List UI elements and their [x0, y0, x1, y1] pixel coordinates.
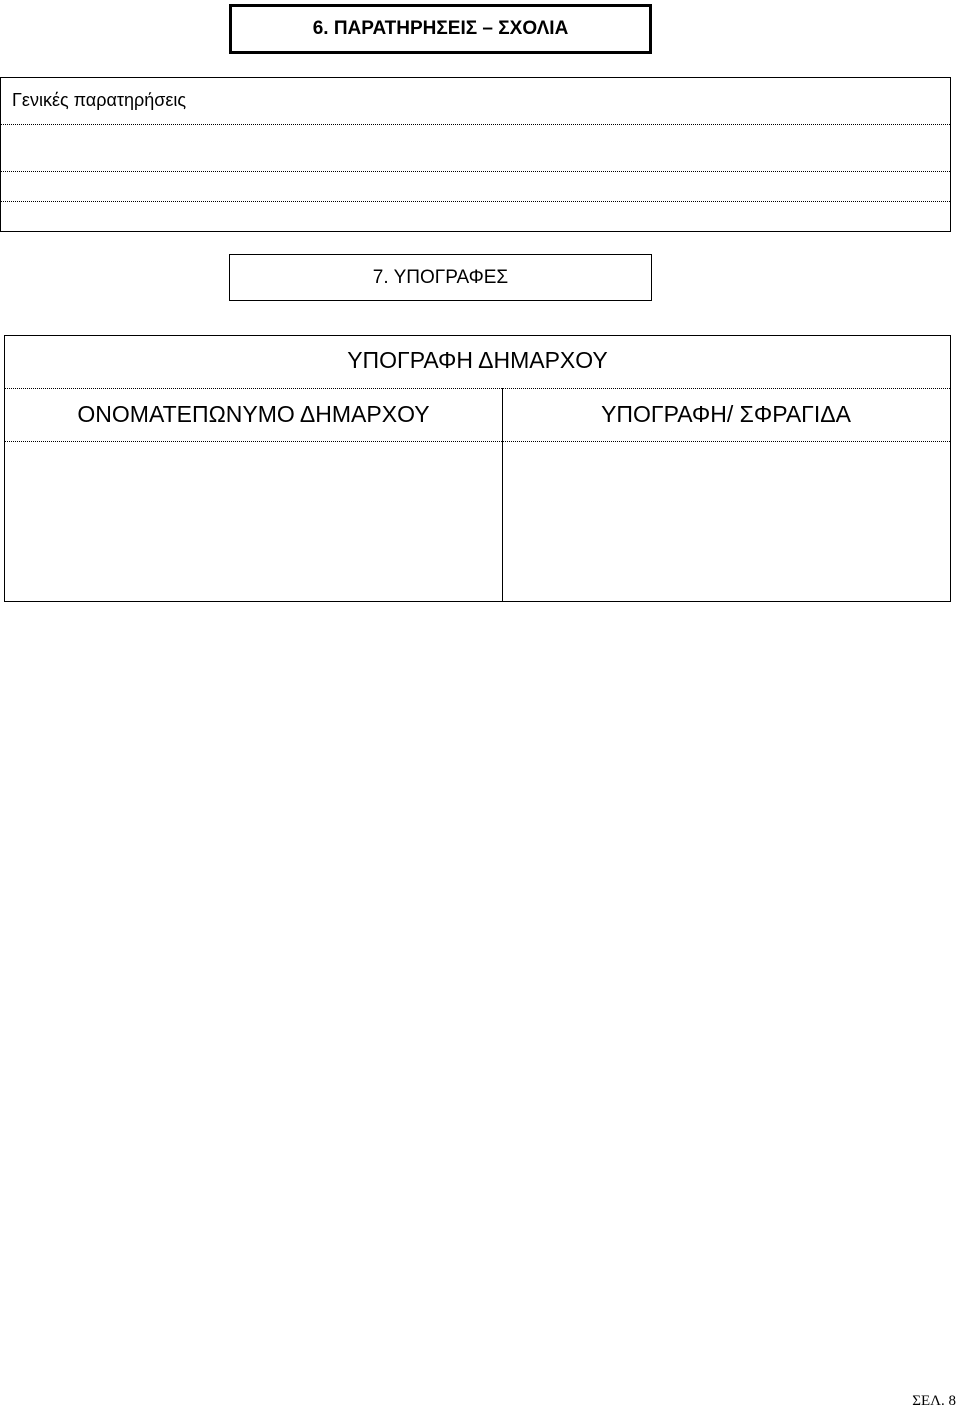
section-6-heading-text: 6. ΠΑΡΑΤΗΡΗΣΕΙΣ – ΣΧΟΛΙΑ — [312, 18, 569, 39]
general-remarks-label: Γενικές παρατηρήσεις — [12, 90, 187, 110]
header-separator — [5, 441, 950, 442]
remarks-line-3[interactable] — [1, 201, 950, 202]
mayor-signature-title: ΥΠΟΓΡΑΦΗ ΔΗΜΑΡΧΟΥ — [347, 347, 608, 373]
mayor-signature-table — [4, 335, 951, 602]
signature-stamp-field[interactable] — [504, 443, 950, 601]
signature-stamp-header: ΥΠΟΓΡΑΦΗ/ ΣΦΡΑΓΙΔΑ — [601, 401, 851, 427]
remarks-line-1[interactable] — [1, 124, 950, 125]
section-7-heading — [229, 254, 652, 301]
section-7-heading-text: 7. ΥΠΟΓΡΑΦΕΣ — [372, 266, 509, 288]
title-separator — [5, 388, 950, 389]
mayor-name-header: ΟΝΟΜΑΤΕΠΩΝΥΜΟ ΔΗΜΑΡΧΟΥ — [77, 401, 430, 427]
page-number: ΣΕΛ. 8 — [912, 1393, 956, 1409]
general-remarks-box — [0, 77, 951, 232]
column-divider — [502, 388, 503, 601]
remarks-line-2[interactable] — [1, 171, 950, 172]
mayor-name-field[interactable] — [5, 443, 502, 601]
section-6-heading — [229, 4, 652, 54]
